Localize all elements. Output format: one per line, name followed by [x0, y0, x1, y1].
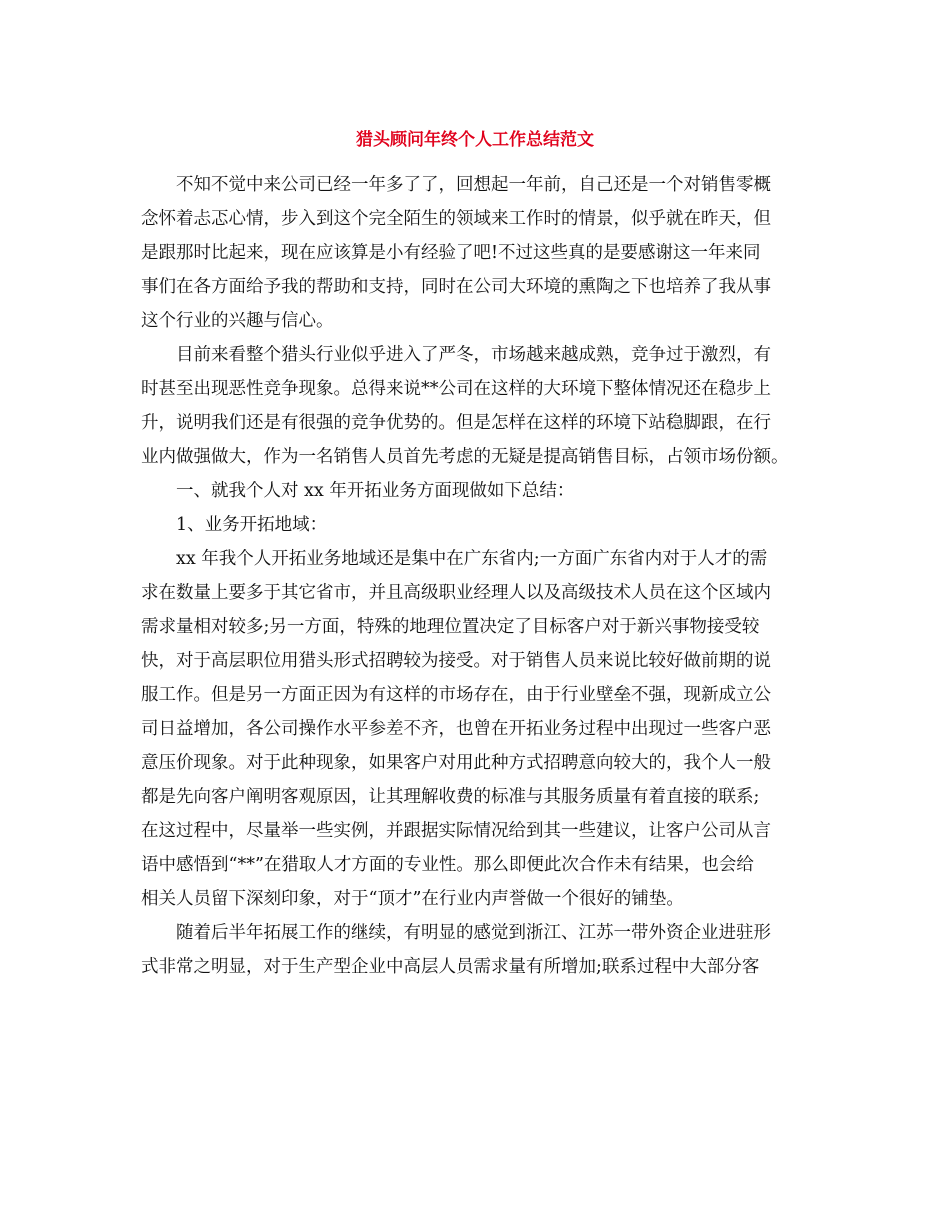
text-line: 升，说明我们还是有很强的竞争优势的。但是怎样在这样的环境下站稳脚跟，在行: [141, 413, 771, 433]
text-line: 在这过程中，尽量举一些实例，并跟据实际情况给到其一些建议，让客户公司从言: [141, 821, 771, 841]
text-line: 念怀着忐忑心情，步入到这个完全陌生的领域来工作时的情景，似乎就在昨天，但: [141, 209, 771, 229]
text-line: 快，对于高层职位用猎头形式招聘较为接受。对于销售人员来说比较好做前期的说: [141, 651, 771, 671]
text-line: xx 年我个人开拓业务地域还是集中在广东省内;一方面广东省内对于人才的需: [176, 549, 768, 569]
text-line: 相关人员留下深刻印象，对于“顶才”在行业内声誉做一个很好的铺垫。: [141, 889, 684, 909]
document-title: 猎头顾问年终个人工作总结范文: [356, 130, 594, 150]
text-line: 司日益增加，各公司操作水平参差不齐，也曾在开拓业务过程中出现过一些客户恶: [141, 719, 771, 739]
text-line: 是跟那时比起来，现在应该算是小有经验了吧!不过这些真的是要感谢这一年来同: [141, 243, 761, 263]
text-line: 意压价现象。对于此种现象，如果客户对用此种方式招聘意向较大的，我个人一般: [141, 753, 771, 773]
text-line: 服工作。但是另一方面正因为有这样的市场存在，由于行业壁垒不强，现新成立公: [141, 685, 771, 705]
text-line: 求在数量上要多于其它省市，并且高级职业经理人以及高级技术人员在这个区域内: [141, 583, 771, 603]
text-line: 时甚至出现恶性竞争现象。总得来说**公司在这样的大环境下整体情况还在稳步上: [141, 379, 771, 399]
text-line: 需求量相对较多;另一方面，特殊的地理位置决定了目标客户对于新兴事物接受较: [141, 617, 760, 637]
text-line: 目前来看整个猎头行业似乎进入了严冬，市场越来越成熟，竞争过于激烈，有: [176, 345, 771, 365]
text-line: 业内做强做大，作为一名销售人员首先考虑的无疑是提高销售目标，占领市场份额。: [141, 447, 789, 467]
text-line: 语中感悟到“**”在猎取人才方面的专业性。那么即便此次合作未有结果，也会给: [141, 855, 754, 875]
subsection-heading: 1、业务开拓地域：: [176, 515, 328, 535]
text-line: 这个行业的兴趣与信心。: [141, 311, 334, 331]
text-line: 式非常之明显，对于生产型企业中高层人员需求量有所增加;联系过程中大部分客: [141, 957, 760, 977]
text-line: 随着后半年拓展工作的继续，有明显的感觉到浙江、江苏一带外资企业进驻形: [176, 923, 771, 943]
section-heading: 一、就我个人对 xx 年开拓业务方面现做如下总结：: [176, 481, 575, 501]
text-line: 不知不觉中来公司已经一年多了了，回想起一年前，自己还是一个对销售零概: [176, 175, 771, 195]
text-line: 都是先向客户阐明客观原因，让其理解收费的标准与其服务质量有着直接的联系;: [141, 787, 760, 807]
text-line: 事们在各方面给予我的帮助和支持，同时在公司大环境的熏陶之下也培养了我从事: [141, 277, 771, 297]
